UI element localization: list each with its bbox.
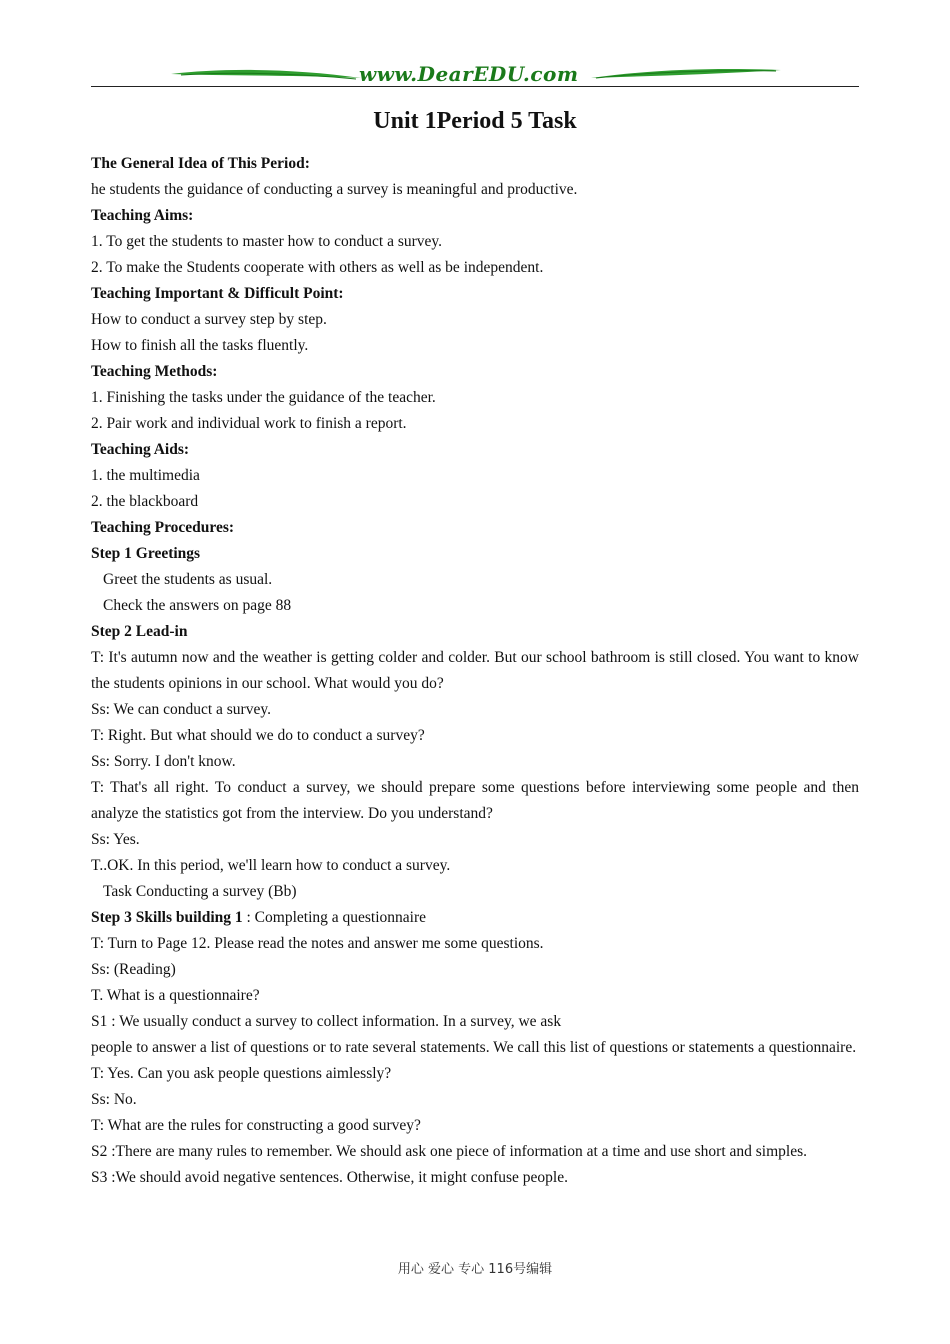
dialogue-line: Ss: Sorry. I don't know. bbox=[91, 753, 236, 770]
dialogue-line: T: Yes. Can you ask people questions aimlessly? bbox=[91, 1065, 392, 1082]
important-heading: Teaching Important & Difficult Point: bbox=[91, 285, 344, 302]
right-swoosh-icon bbox=[591, 66, 781, 82]
header-rule bbox=[91, 86, 859, 87]
aid-item: 1. the multimedia bbox=[91, 467, 200, 484]
dialogue-line: Ss: Yes. bbox=[91, 831, 140, 848]
procedures-heading: Teaching Procedures: bbox=[91, 519, 235, 536]
dialogue-line: T. What is a questionnaire? bbox=[91, 987, 260, 1004]
dialogue-line: Ss: No. bbox=[91, 1091, 137, 1108]
header-banner bbox=[91, 60, 859, 90]
dialogue-line: T: What are the rules for constructing a good survey? bbox=[91, 1117, 421, 1134]
document-title: Unit 1Period 5 Task bbox=[373, 108, 577, 134]
aid-item: 2. the blackboard bbox=[91, 493, 199, 510]
method-item: 2. Pair work and individual work to finish a report. bbox=[91, 415, 407, 432]
step1-item: Greet the students as usual. bbox=[103, 571, 273, 588]
dialogue-line: T: It's autumn now and the weather is getting colder and colder. But our school bathroom is still closed. You want to know the students opinions in our school. What would you do? bbox=[91, 649, 859, 692]
aids-heading: Teaching Aids: bbox=[91, 441, 190, 458]
step2-heading: Step 2 Lead-in bbox=[91, 623, 188, 640]
important-item: How to finish all the tasks fluently. bbox=[91, 337, 309, 354]
dialogue-line: S1 : We usually conduct a survey to collect information. In a survey, we ask bbox=[91, 1013, 562, 1030]
dialogue-line: S3 :We should avoid negative sentences. Otherwise, it might confuse people. bbox=[91, 1169, 568, 1186]
step3-heading: Step 3 Skills building 1 bbox=[91, 909, 243, 926]
dialogue-line: S2 :There are many rules to remember. We should ask one piece of information at a time and use short and simples. bbox=[91, 1143, 808, 1160]
aim-item: 2. To make the Students cooperate with others as well as be independent. bbox=[91, 259, 544, 276]
dialogue-line: T: That's all right. To conduct a survey, we should prepare some questions before interviewing some people and then analyze the statistics got from the interview. Do you understand? bbox=[91, 779, 859, 822]
aims-heading: Teaching Aims: bbox=[91, 207, 194, 224]
document-body bbox=[91, 151, 859, 1191]
dialogue-line: T: Turn to Page 12. Please read the notes and answer me some questions. bbox=[91, 935, 544, 952]
step1-item: Check the answers on page 88 bbox=[103, 597, 292, 614]
dialogue-line: T: Right. But what should we do to conduct a survey? bbox=[91, 727, 425, 744]
site-logo: www.DearEDU.com bbox=[359, 62, 579, 86]
page-footer: 用心 爱心 专心 116号编辑 bbox=[397, 1262, 553, 1277]
general-idea-text: he students the guidance of conducting a survey is meaningful and productive. bbox=[91, 181, 578, 198]
important-item: How to conduct a survey step by step. bbox=[91, 311, 327, 328]
step3-heading-rest: : Completing a questionnaire bbox=[242, 909, 427, 926]
dialogue-line: Ss: (Reading) bbox=[91, 961, 176, 978]
dialogue-line: T..OK. In this period, we'll learn how to conduct a survey. bbox=[91, 857, 451, 874]
method-item: 1. Finishing the tasks under the guidance of the teacher. bbox=[91, 389, 436, 406]
methods-heading: Teaching Methods: bbox=[91, 363, 218, 380]
dialogue-line: Ss: We can conduct a survey. bbox=[91, 701, 271, 718]
step2-task: Task Conducting a survey (Bb) bbox=[103, 883, 297, 900]
dialogue-line: people to answer a list of questions or to rate several statements. We call this list of questions or statements a questionnaire. bbox=[91, 1039, 857, 1056]
step3-heading-line bbox=[91, 905, 859, 931]
general-idea-heading: The General Idea of This Period: bbox=[91, 155, 310, 172]
step1-heading: Step 1 Greetings bbox=[91, 545, 201, 562]
left-swoosh-icon bbox=[171, 66, 361, 82]
aim-item: 1. To get the students to master how to conduct a survey. bbox=[91, 233, 443, 250]
